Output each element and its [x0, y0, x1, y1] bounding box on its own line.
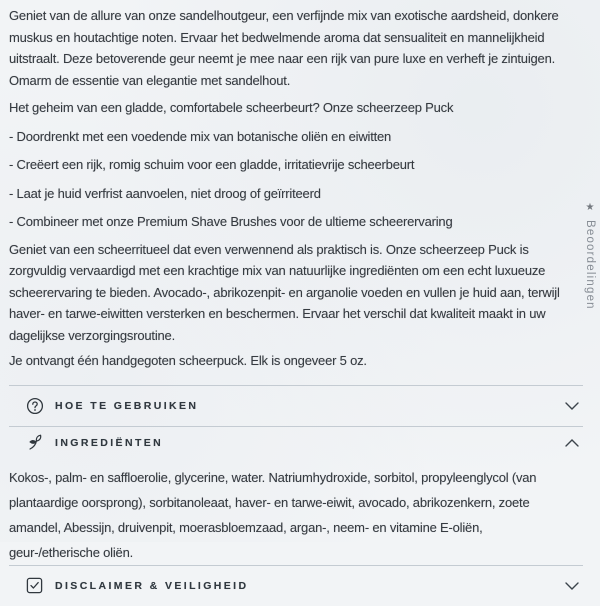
reviews-tab-label: Beoordelingen [584, 220, 596, 310]
benefit-bullet: - Laat je huid verfrist aanvoelen, niet droog of geïrriteerd [9, 185, 321, 201]
scent-description-paragraph: Geniet van de allure van onze sandelhoutgeur, een verfijnde mix van exotische aardsheid, donkere muskus en houtachtige noten. Ervaar het bedwelmende aroma dat sensualiteit en mannelijkheid uitstraalt. Deze betoverende geur neemt je mee naar een rijk van pure luxe en verheft je zintuigen. Omarm de essentie van elegantie met sandelhout. [9, 8, 559, 88]
ingredients-text: Kokos-, palm- en saffloerolie, glycerine, water. Natriumhydroxide, sorbitol, propyleenglycol (van plantaardige oorsprong), sorbitanoleaat, haver- en tarwe-eiwit, avocado, abrikozenkern, zoete amandel, Abessijn, druivenpit, moerasbloemzaad, argan-, neem- en vitamine E-oliën, geur-/etherische oliën. [9, 469, 537, 560]
chevron-down-icon [565, 402, 584, 410]
accordion-disclaimer[interactable] [9, 566, 600, 606]
checkbox-check-icon [25, 576, 44, 595]
benefit-bullet: - Creëert een rijk, romig schuim voor een gladde, irritatievrije scheerbeurt [9, 157, 415, 172]
benefits-intro-line: Het geheim van een gladde, comfortabele scheerbeurt? Onze scheerzeep Puck [9, 100, 454, 115]
benefit-bullet: - Combineer met onze Premium Shave Brushes voor de ultieme scheerervaring [9, 214, 453, 229]
accordion-label-disclaimer: DISCLAIMER & VEILIGHEID [55, 579, 249, 592]
leaf-sprout-icon [25, 433, 44, 452]
accordion-label-ingredients: INGREDIËNTEN [55, 436, 164, 449]
question-circle-icon [25, 396, 44, 415]
accordion-label-how-to-use: HOE TE GEBRUIKEN [55, 399, 199, 412]
benefit-bullet: - Doordrenkt met een voedende mix van botanische oliën en eiwitten [9, 128, 392, 144]
accordion-ingredients[interactable] [9, 427, 600, 459]
contents-line: Je ontvangt één handgegoten scheerpuck. Elk is ongeveer 5 oz. [9, 353, 367, 368]
chevron-up-icon [565, 439, 584, 447]
accordion-how-to-use[interactable] [9, 386, 600, 426]
star-icon: ★ [584, 202, 596, 213]
ritual-paragraph: Geniet van een scheerritueel dat even verwennend als praktisch is. Onze scheerzeep Puck is zorgvuldig vervaardigd met een krachtige mix van natuurlijke ingrediënten om een echt luxueuze scheerervaring te bieden. Avocado-, abrikozenpit- en arganolie voeden en vullen je huid aan, terwijl haver- en tarwe-eiwitten versterken en beschermen. Ervaar het verschil dat kwaliteit maakt in uw dagelijkse verzorgingsroutine. [9, 241, 560, 343]
chevron-down-icon [565, 582, 584, 590]
reviews-tab[interactable] [584, 202, 596, 310]
